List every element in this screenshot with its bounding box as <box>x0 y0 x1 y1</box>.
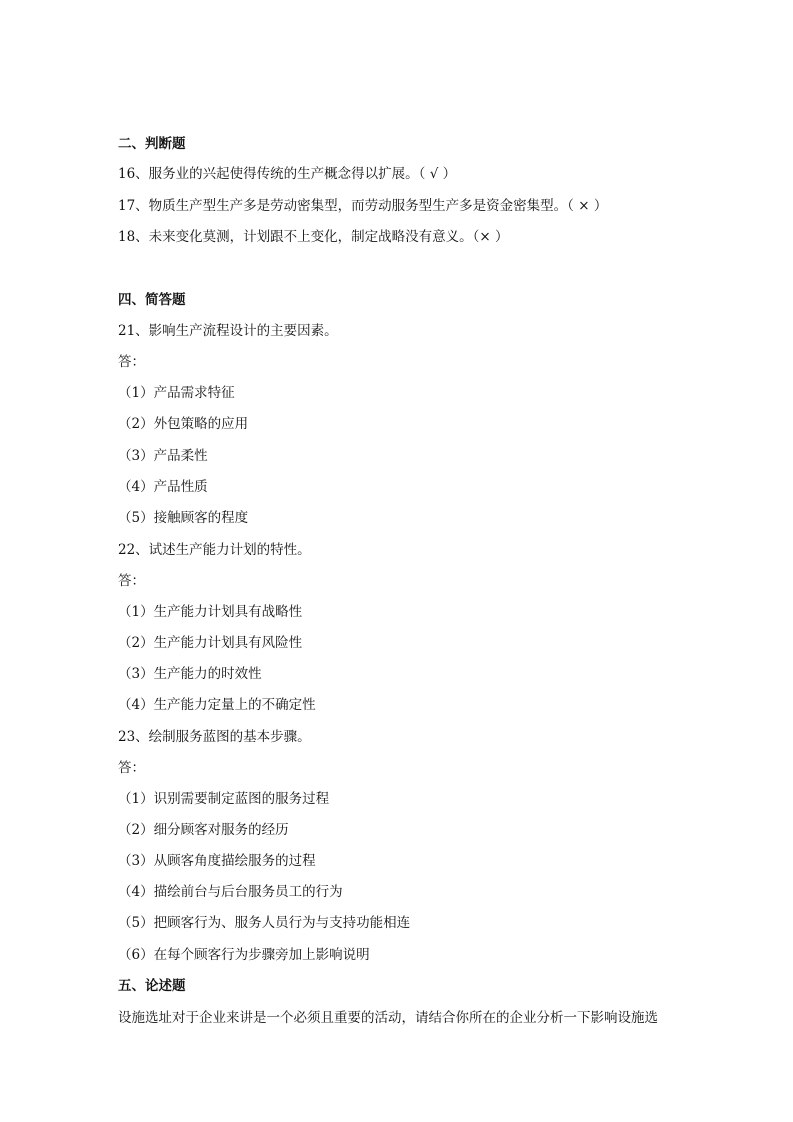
section-heading-short-answer: 四、简答题 <box>118 292 186 308</box>
answer-point: （3）产品柔性 <box>118 448 208 464</box>
answer-point: （2）生产能力计划具有风险性 <box>118 635 303 651</box>
judgment-item-16: 16、服务业的兴起使得传统的生产概念得以扩展。（ √ ） <box>118 166 457 182</box>
answer-point: （5）接触顾客的程度 <box>118 510 249 526</box>
judgment-item-17: 17、物质生产型生产多是劳动密集型，而劳动服务型生产多是资金密集型。（ × ） <box>118 198 608 214</box>
answer-point: （3）从顾客角度描绘服务的过程 <box>118 853 316 869</box>
question-23: 23、绘制服务蓝图的基本步骤。 <box>118 729 311 745</box>
essay-question-text: 设施选址对于企业来讲是一个必须且重要的活动，请结合你所在的企业分析一下影响设施选 <box>118 1010 658 1026</box>
answer-point: （5）把顾客行为、服务人员行为与支持功能相连 <box>118 915 411 931</box>
answer-point: （4）生产能力定量上的不确定性 <box>118 697 316 713</box>
answer-point: （1）识别需要制定蓝图的服务过程 <box>118 791 330 807</box>
section-heading-judgment: 二、判断题 <box>118 136 186 152</box>
answer-point: （3）生产能力的时效性 <box>118 666 262 682</box>
judgment-item-18: 18、未来变化莫测，计划跟不上变化，制定战略没有意义。（× ） <box>118 229 509 245</box>
answer-point: （1）产品需求特征 <box>118 385 235 401</box>
answer-label: 答： <box>118 354 145 370</box>
answer-label: 答： <box>118 573 145 589</box>
section-heading-essay: 五、论述题 <box>118 978 186 994</box>
answer-point: （6）在每个顾客行为步骤旁加上影响说明 <box>118 947 370 963</box>
question-22: 22、试述生产能力计划的特性。 <box>118 542 311 558</box>
answer-point: （2）细分顾客对服务的经历 <box>118 822 289 838</box>
answer-point: （4）描绘前台与后台服务员工的行为 <box>118 884 343 900</box>
question-21: 21、影响生产流程设计的主要因素。 <box>118 323 338 339</box>
answer-label: 答： <box>118 760 145 776</box>
answer-point: （1）生产能力计划具有战略性 <box>118 604 303 620</box>
answer-point: （2）外包策略的应用 <box>118 416 249 432</box>
answer-point: （4）产品性质 <box>118 479 208 495</box>
